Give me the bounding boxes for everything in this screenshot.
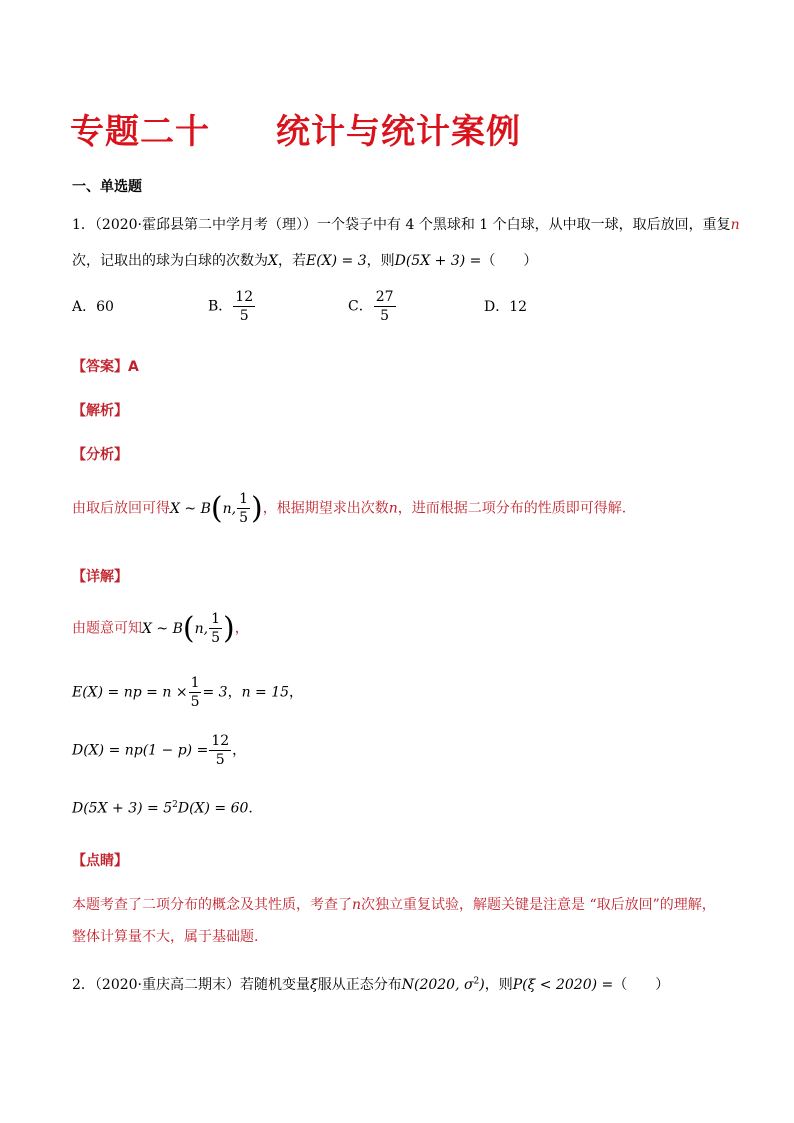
dianjing-label: 【点睛】: [72, 853, 128, 869]
analysis-text-c: ，进而根据二项分布的性质即可得解.: [397, 500, 627, 517]
q1-text-b: 次，记取出的球为白球的次数为: [72, 253, 268, 269]
analysis-line: [72, 492, 626, 525]
step2-comma: ，: [227, 684, 242, 701]
q1-source: （2020·霍邱县第二中学月考（理））: [94, 217, 318, 233]
answer-value: A: [128, 359, 139, 375]
step3-frac-num: 12: [211, 733, 230, 749]
answer-line: [72, 356, 139, 376]
option-b: [208, 290, 256, 323]
step1-frac-num: 1: [211, 611, 220, 627]
answer-label: 【答案】: [72, 359, 128, 375]
section-heading: 一、单选题: [72, 179, 142, 195]
q1-line-1: [72, 214, 740, 234]
option-c-num: 27: [375, 289, 394, 305]
step1-frac-den: 5: [211, 630, 220, 646]
step2-frac-den: 5: [190, 694, 200, 710]
option-c-den: 5: [380, 308, 390, 324]
step1-dist: X ~ B(n, $\frac{1}{5}$ ): [142, 610, 235, 646]
q1-n: n: [730, 217, 740, 233]
step1-line: [72, 612, 249, 645]
title-topic-number: 专题二十: [70, 112, 210, 152]
comment-text-a: 本题考查了二项分布的概念及其性质，考查了: [72, 897, 352, 913]
analysis-dist-pre: X ~ B: [170, 500, 211, 517]
step3-end: ，: [232, 742, 247, 759]
q1-blank: （ ）: [481, 253, 538, 269]
step3-frac: [209, 734, 231, 767]
comment-line-1: [72, 894, 716, 914]
step2-frac-num: 1: [190, 675, 200, 691]
option-a: A．60: [72, 299, 114, 315]
option-c-fraction: [374, 290, 396, 323]
step4-line: [72, 800, 253, 817]
step1-dist-n: n,: [194, 620, 209, 637]
q1-x: X: [268, 253, 278, 269]
option-c: [348, 290, 397, 323]
option-c-label: C．: [348, 298, 373, 315]
step3-line: [72, 734, 246, 767]
q2-dist-end: ): [479, 977, 485, 993]
xiangjie-label: 【详解】: [72, 569, 128, 585]
q1-text-c: ，若: [277, 253, 306, 269]
step1-frac: [209, 612, 222, 645]
option-b-num: 12: [235, 289, 254, 305]
comment-text-b: 次独立重复试验，解题关键是注意是 “取后放回”的理解，: [361, 897, 716, 913]
q2-dist-exponent: 2: [473, 976, 480, 987]
analysis-dist: X ~ B(n, $\frac{1}{5}$ ): [170, 490, 263, 526]
option-b-label: B．: [208, 298, 233, 315]
jiexi-label: 【解析】: [72, 403, 128, 419]
step1-end: ，: [234, 620, 249, 637]
q1-condition: E(X) = 3: [305, 253, 367, 269]
step2-line: [72, 676, 303, 709]
step2-expr: E(X) = np = n ×: [72, 684, 188, 701]
analysis-text-b: ，根据期望求出次数: [262, 500, 389, 517]
step4-exponent: 2: [172, 800, 178, 810]
page-title: [70, 104, 521, 153]
q1-text-d: ，则: [366, 253, 395, 269]
title-topic-name: 统计与统计案例: [276, 112, 521, 152]
q1-ask: D(5X + 3) =: [394, 253, 482, 269]
step1-text: 由题意可知: [72, 620, 142, 637]
step4-expr-a: D(5X + 3) = 5: [72, 800, 173, 817]
comment-line-2: 整体计算量不大，属于基础题.: [72, 929, 259, 945]
step1-dist-pre: X ~ B: [142, 620, 183, 637]
q2-text-a: 若随机变量: [240, 977, 311, 993]
option-b-fraction: [233, 290, 255, 323]
comment-n: n: [352, 897, 362, 913]
analysis-text-a: 由取后放回可得: [72, 500, 170, 517]
option-b-den: 5: [239, 308, 249, 324]
q2-line: [72, 974, 669, 994]
q2-text-b: 服从正态分布: [317, 977, 402, 993]
fenxi-label: 【分析】: [72, 447, 128, 463]
step4-expr-b: D(X) = 60: [177, 800, 249, 817]
analysis-dist-n: n,: [222, 500, 237, 517]
step3-expr: D(X) = np(1 − p) =: [72, 742, 209, 759]
q2-ask: P(ξ < 2020) =: [512, 977, 614, 993]
analysis-frac-den: 5: [239, 510, 248, 526]
analysis-n: n: [388, 500, 398, 517]
step2-end: ，: [289, 684, 304, 701]
step2-frac: [189, 676, 202, 709]
q2-blank: （ ）: [613, 977, 670, 993]
option-d: D．12: [484, 299, 528, 315]
q1-number: 1．: [72, 217, 95, 233]
q2-xi: ξ: [310, 977, 318, 993]
q1-text-a: 一个袋子中有 4 个黑球和 1 个白球，从中取一球，取后放回，重复: [317, 217, 731, 233]
q1-line-2: [72, 250, 537, 270]
step2-result: = 3: [202, 684, 228, 701]
analysis-frac-num: 1: [239, 491, 248, 507]
analysis-frac: [237, 492, 250, 525]
step2-n-value: n = 15: [241, 684, 290, 701]
q2-source: （2020·重庆高二期末）: [94, 977, 241, 993]
step3-frac-den: 5: [215, 752, 225, 768]
q2-text-c: ，则: [484, 977, 513, 993]
step4-end: .: [248, 800, 253, 817]
q2-dist: N(2020, σ: [401, 977, 474, 993]
q2-number: 2．: [72, 977, 95, 993]
